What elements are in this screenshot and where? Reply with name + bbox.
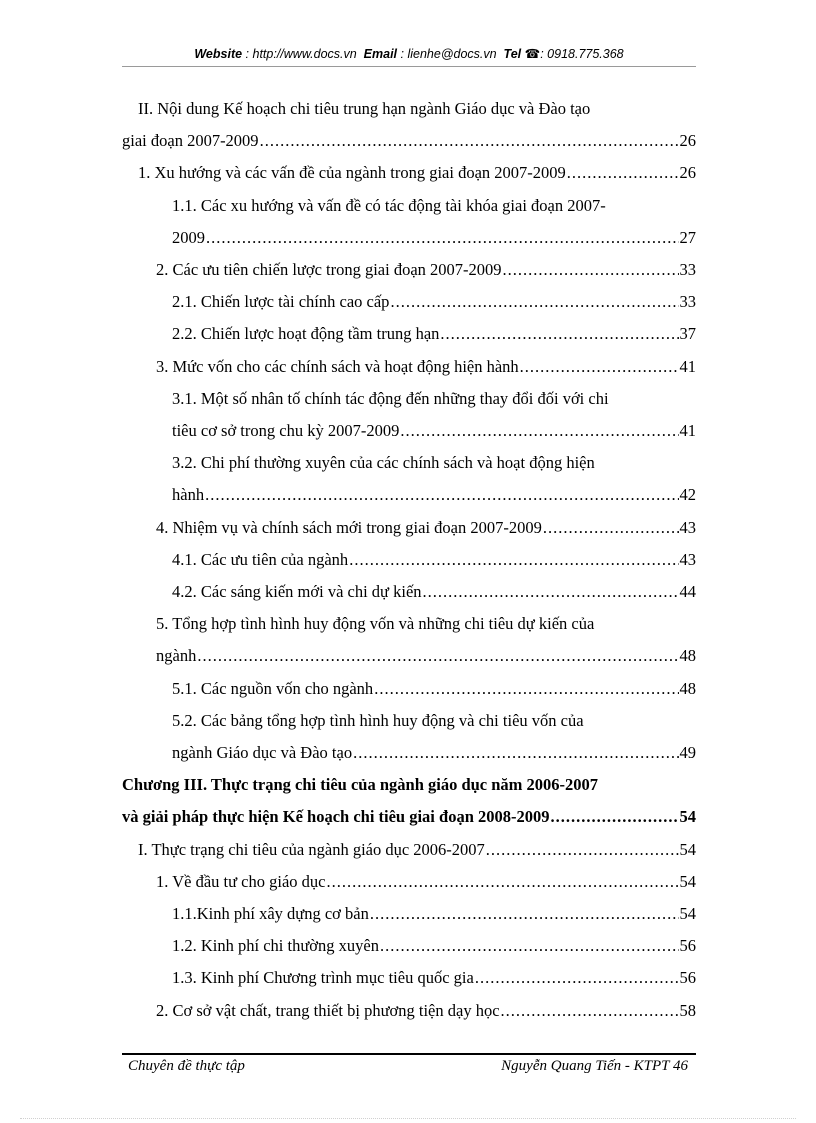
toc-chapter-entry [122,769,696,833]
dot-leader [567,157,679,189]
toc-entry-title: 5.1. Các nguồn vốn cho ngành [172,678,374,698]
toc-entry [122,254,696,286]
toc-page-number: 54 [679,839,696,859]
toc-page-number: 33 [679,260,696,280]
dot-leader [326,866,678,898]
dot-leader [380,930,679,962]
footer-divider [122,1053,696,1055]
toc-entry-first-line: 3.2. Chi phí thường xuyên của các chính sách và hoạt động hiện [172,453,595,473]
toc-entry [122,351,696,383]
toc-page-number: 56 [679,936,696,956]
footer-author: Nguyễn Quang Tiến - KTPT 46 [501,1058,688,1074]
toc-entry-title: 1. Về đầu tư cho giáo dục [156,871,326,891]
dot-leader [520,351,679,383]
toc-entry-title: I. Thực trạng chi tiêu của ngành giáo dục 2006-2007 [138,839,485,859]
dot-leader [440,318,678,350]
toc-page-number: 43 [679,517,696,537]
page-bottom-edge [20,1118,796,1119]
toc-entry-title: 1.2. Kinh phí chi thường xuyên [172,936,379,956]
toc-entry [122,544,696,576]
toc-entry [122,157,696,189]
toc-entry-first-line: 3.1. Một số nhân tố chính tác động đến những thay đổi đối với chi [172,388,609,408]
dot-leader [390,286,678,318]
toc-page-number: 42 [679,485,696,505]
dot-leader [423,576,679,608]
website-value: : http://www.docs.vn [245,47,357,61]
toc-entry-title: và giải pháp thực hiện Kế hoạch chi tiêu giai đoạn 2008-2009 [122,807,550,827]
toc-entry [122,93,696,157]
toc-entry [122,190,696,254]
tel-label: Tel [503,47,522,61]
toc-entry-title: ngành Giáo dục và Đào tạo [172,743,353,763]
dot-leader [543,512,679,544]
toc-entry [122,834,696,866]
toc-entry [122,866,696,898]
toc-entry-title: 2009 [172,227,205,247]
toc-entry-title: 4.1. Các ưu tiên của ngành [172,549,349,569]
toc-entry-title: 2.2. Chiến lược hoạt động tầm trung hạn [172,324,440,344]
toc-entry-title: 2. Cơ sở vật chất, trang thiết bị phương tiện dạy học [156,1000,500,1020]
toc-entry-title: hành [172,485,205,505]
toc-entry-title: 2.1. Chiến lược tài chính cao cấp [172,292,390,312]
toc-entry [122,930,696,962]
toc-entry [122,705,696,769]
toc-page-number: 37 [679,324,696,344]
toc-entry [122,898,696,930]
toc-entry-title: 1. Xu hướng và các vấn đề của ngành trong giai đoạn 2007-2009 [138,163,566,183]
header-divider [122,66,696,67]
toc-page-number: 41 [679,356,696,376]
website-label: Website [194,47,243,61]
page-header [122,46,696,66]
toc-page-number: 43 [679,549,696,569]
dot-leader [486,834,679,866]
toc-page-number: 54 [679,904,696,924]
toc-page-number: 33 [679,292,696,312]
dot-leader [197,640,678,672]
toc-entry-first-line: II. Nội dung Kế hoạch chi tiêu trung hạn ngành Giáo dục và Đào tạo [138,99,591,118]
toc-page-number: 27 [679,227,696,247]
toc-page-number: 41 [679,421,696,441]
toc-page-number: 54 [679,871,696,891]
dot-leader [475,962,679,994]
toc-entry-title: 1.1.Kinh phí xây dựng cơ bản [172,904,369,924]
table-of-contents [122,93,696,1027]
toc-entry [122,383,696,447]
toc-page-number: 49 [679,743,696,763]
dot-leader [206,222,679,254]
toc-entry-title: 3. Mức vốn cho các chính sách và hoạt động hiện hành [156,356,519,376]
toc-page-number: 26 [679,131,696,151]
dot-leader [374,673,678,705]
toc-entry-title: 4. Nhiệm vụ và chính sách mới trong giai đoạn 2007-2009 [156,517,542,537]
footer-document-type: Chuyên đề thực tập [128,1058,245,1074]
dot-leader [370,898,679,930]
toc-page-number: 56 [679,968,696,988]
toc-entry [122,995,696,1027]
dot-leader [501,995,679,1027]
toc-entry-title: 4.2. Các sáng kiến mới và chi dự kiến [172,582,422,602]
toc-entry-first-line: 5.2. Các bảng tổng hợp tình hình huy động và chi tiêu vốn của [172,710,584,730]
toc-page-number: 26 [679,163,696,183]
toc-page-number: 48 [679,646,696,666]
toc-page-number: 54 [679,807,696,827]
dot-leader [205,479,678,511]
toc-entry-title: ngành [156,646,197,666]
dot-leader [349,544,678,576]
toc-entry [122,576,696,608]
toc-page-number: 48 [679,678,696,698]
toc-entry [122,286,696,318]
toc-entry-first-line: 1.1. Các xu hướng và vấn đề có tác động tài khóa giai đoạn 2007- [172,195,606,215]
toc-entry-title: giai đoạn 2007-2009 [122,131,259,151]
toc-entry [122,318,696,350]
dot-leader [260,125,679,157]
toc-entry [122,608,696,672]
toc-entry-title: 2. Các ưu tiên chiến lược trong giai đoạn 2007-2009 [156,260,502,280]
toc-entry-first-line: 5. Tổng hợp tình hình huy động vốn và những chi tiêu dự kiến của [156,614,595,634]
toc-entry [122,962,696,994]
toc-page-number: 58 [679,1000,696,1020]
email-label: Email [363,47,398,61]
toc-entry [122,447,696,511]
toc-entry-title: tiêu cơ sở trong chu kỳ 2007-2009 [172,421,400,441]
phone-icon: ☎ [524,47,541,61]
toc-entry-title: 1.3. Kinh phí Chương trình mục tiêu quốc gia [172,968,474,988]
dot-leader [551,801,679,833]
dot-leader [400,415,678,447]
toc-entry-first-line: Chương III. Thực trạng chi tiêu của ngành giáo dục năm 2006-2007 [122,775,599,795]
toc-entry [122,512,696,544]
toc-entry [122,673,696,705]
dot-leader [353,737,678,769]
email-value: : lienhe@docs.vn [400,47,497,61]
tel-value: : 0918.775.368 [540,47,624,61]
toc-page-number: 44 [679,582,696,602]
dot-leader [503,254,679,286]
